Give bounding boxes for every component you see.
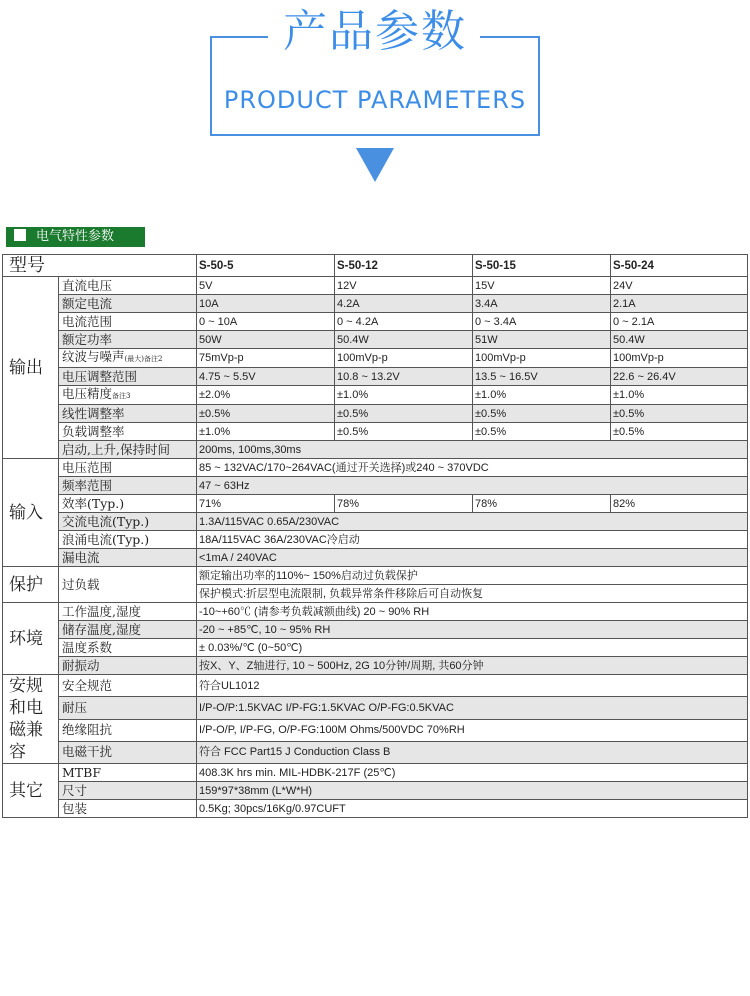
value-cell: 75mVp-p bbox=[197, 349, 335, 368]
table-row bbox=[3, 441, 748, 459]
value-cell: 10.8 ~ 13.2V bbox=[335, 368, 473, 386]
value-cell: 2.1A bbox=[611, 295, 748, 313]
value-cell: 82% bbox=[611, 495, 748, 513]
category-cell: 其它 bbox=[3, 764, 59, 818]
value-cell: 51W bbox=[473, 331, 611, 349]
item-label: 安全规范 bbox=[59, 675, 197, 697]
value-cell: 符合 FCC Part15 J Conduction Class B bbox=[197, 741, 748, 763]
value-cell: I/P-O/P, I/P-FG, O/P-FG:100M Ohms/500VDC 70%RH bbox=[197, 719, 748, 741]
value-cell: 24V bbox=[611, 277, 748, 295]
value-cell: ±0.5% bbox=[473, 405, 611, 423]
spec-body bbox=[3, 277, 748, 818]
item-label: 交流电流(Typ.) bbox=[59, 513, 197, 531]
value-cell: 50.4W bbox=[335, 331, 473, 349]
value-cell: 78% bbox=[473, 495, 611, 513]
spec-table bbox=[2, 254, 748, 818]
value-cell: 100mVp-p bbox=[473, 349, 611, 368]
table-row bbox=[3, 423, 748, 441]
table-row bbox=[3, 368, 748, 386]
item-label: 线性调整率 bbox=[59, 405, 197, 423]
value-cell: 4.75 ~ 5.5V bbox=[197, 368, 335, 386]
value-cell: 0 ~ 4.2A bbox=[335, 313, 473, 331]
table-row bbox=[3, 782, 748, 800]
table-row bbox=[3, 513, 748, 531]
table-row bbox=[3, 459, 748, 477]
square-icon bbox=[14, 229, 26, 241]
page-subtitle: PRODUCT PARAMETERS bbox=[223, 86, 527, 114]
category-cell: 环境 bbox=[3, 603, 59, 675]
item-label: 过负载 bbox=[59, 567, 197, 603]
item-label: 绝缘阻抗 bbox=[59, 719, 197, 741]
item-label: 包装 bbox=[59, 800, 197, 818]
value-cell: 12V bbox=[335, 277, 473, 295]
value-cell: 0.5Kg; 30pcs/16Kg/0.97CUFT bbox=[197, 800, 748, 818]
value-cell: ±2.0% bbox=[197, 386, 335, 405]
table-row bbox=[3, 531, 748, 549]
value-cell: ±0.5% bbox=[611, 423, 748, 441]
table-row bbox=[3, 277, 748, 295]
model-header: S-50-5 bbox=[197, 255, 335, 277]
category-cell: 输出 bbox=[3, 277, 59, 459]
value-cell: 78% bbox=[335, 495, 473, 513]
value-cell: ±0.5% bbox=[335, 405, 473, 423]
value-cell: 0 ~ 3.4A bbox=[473, 313, 611, 331]
table-row bbox=[3, 495, 748, 513]
model-header: S-50-24 bbox=[611, 255, 748, 277]
item-label: 频率范围 bbox=[59, 477, 197, 495]
model-header: S-50-15 bbox=[473, 255, 611, 277]
table-row bbox=[3, 477, 748, 495]
value-cell: 47 ~ 63Hz bbox=[197, 477, 748, 495]
value-cell: 85 ~ 132VAC/170~264VAC(通过开关选择)或240 ~ 370VDC bbox=[197, 459, 748, 477]
table-row bbox=[3, 295, 748, 313]
category-cell: 保护 bbox=[3, 567, 59, 603]
item-label: MTBF bbox=[59, 764, 197, 782]
value-cell: ±0.5% bbox=[335, 423, 473, 441]
value-cell: 50.4W bbox=[611, 331, 748, 349]
table-row bbox=[3, 603, 748, 621]
item-label: 纹波与噪声(最大)备注2 bbox=[59, 349, 197, 368]
category-cell: 安规和电磁兼容 bbox=[3, 675, 59, 764]
value-cell: 100mVp-p bbox=[335, 349, 473, 368]
item-label: 尺寸 bbox=[59, 782, 197, 800]
item-label: 电磁干扰 bbox=[59, 741, 197, 763]
item-label: 储存温度,湿度 bbox=[59, 621, 197, 639]
value-cell: 3.4A bbox=[473, 295, 611, 313]
item-label: 温度系数 bbox=[59, 639, 197, 657]
page-title: 产品参数 bbox=[283, 6, 467, 57]
model-header: S-50-12 bbox=[335, 255, 473, 277]
item-label: 电压调整范围 bbox=[59, 368, 197, 386]
item-label: 启动,上升,保持时间 bbox=[59, 441, 197, 459]
item-label: 浪涌电流(Typ.) bbox=[59, 531, 197, 549]
value-cell: 5V bbox=[197, 277, 335, 295]
table-row bbox=[3, 719, 748, 741]
value-cell: I/P-O/P:1.5KVAC I/P-FG:1.5KVAC O/P-FG:0.5KVAC bbox=[197, 697, 748, 719]
item-label: 效率(Typ.) bbox=[59, 495, 197, 513]
value-cell: 按X、Y、Z轴进行, 10 ~ 500Hz, 2G 10分钟/周期, 共60分钟 bbox=[197, 657, 748, 675]
value-cell: 保护模式:折层型电流限制, 负载异常条件移除后可自动恢复 bbox=[197, 585, 748, 603]
item-label: 额定电流 bbox=[59, 295, 197, 313]
value-cell: 159*97*38mm (L*W*H) bbox=[197, 782, 748, 800]
value-cell: 100mVp-p bbox=[611, 349, 748, 368]
table-row bbox=[3, 349, 748, 368]
item-label: 负载调整率 bbox=[59, 423, 197, 441]
table-row bbox=[3, 567, 748, 585]
value-cell: 1.3A/115VAC 0.65A/230VAC bbox=[197, 513, 748, 531]
table-row bbox=[3, 657, 748, 675]
table-row bbox=[3, 386, 748, 405]
item-label: 耐压 bbox=[59, 697, 197, 719]
value-cell: 50W bbox=[197, 331, 335, 349]
item-label: 漏电流 bbox=[59, 549, 197, 567]
value-cell: 15V bbox=[473, 277, 611, 295]
model-row bbox=[3, 255, 748, 277]
table-row bbox=[3, 800, 748, 818]
value-cell: 22.6 ~ 26.4V bbox=[611, 368, 748, 386]
item-label: 电流范围 bbox=[59, 313, 197, 331]
value-cell: 4.2A bbox=[335, 295, 473, 313]
value-cell: <1mA / 240VAC bbox=[197, 549, 748, 567]
item-label: 额定功率 bbox=[59, 331, 197, 349]
value-cell: ±1.0% bbox=[335, 386, 473, 405]
value-cell: -20 ~ +85℃, 10 ~ 95% RH bbox=[197, 621, 748, 639]
item-label: 电压精度备注3 bbox=[59, 386, 197, 405]
table-row bbox=[3, 549, 748, 567]
value-cell: -10~+60℃ (请参考负载减额曲线) 20 ~ 90% RH bbox=[197, 603, 748, 621]
item-label: 电压范围 bbox=[59, 459, 197, 477]
table-row bbox=[3, 697, 748, 719]
value-cell: 71% bbox=[197, 495, 335, 513]
value-cell: 408.3K hrs min. MIL-HDBK-217F (25℃) bbox=[197, 764, 748, 782]
table-row bbox=[3, 639, 748, 657]
table-row bbox=[3, 764, 748, 782]
value-cell: ±1.0% bbox=[473, 386, 611, 405]
value-cell: 200ms, 100ms,30ms bbox=[197, 441, 748, 459]
value-cell: ±1.0% bbox=[197, 423, 335, 441]
value-cell: ± 0.03%/℃ (0~50℃) bbox=[197, 639, 748, 657]
item-label: 直流电压 bbox=[59, 277, 197, 295]
item-label: 耐振动 bbox=[59, 657, 197, 675]
section-label: 电气特性参数 bbox=[6, 227, 145, 247]
value-cell: 0 ~ 2.1A bbox=[611, 313, 748, 331]
table-row bbox=[3, 313, 748, 331]
value-cell: ±0.5% bbox=[611, 405, 748, 423]
table-row bbox=[3, 741, 748, 763]
value-cell: ±0.5% bbox=[197, 405, 335, 423]
value-cell: 0 ~ 10A bbox=[197, 313, 335, 331]
table-row bbox=[3, 675, 748, 697]
value-cell: 13.5 ~ 16.5V bbox=[473, 368, 611, 386]
value-cell: ±0.5% bbox=[473, 423, 611, 441]
category-cell: 输入 bbox=[3, 459, 59, 567]
item-label: 工作温度,湿度 bbox=[59, 603, 197, 621]
value-cell: ±1.0% bbox=[611, 386, 748, 405]
value-cell: 18A/115VAC 36A/230VAC冷启动 bbox=[197, 531, 748, 549]
table-row bbox=[3, 405, 748, 423]
value-cell: 额定输出功率的110%~ 150%启动过负载保护 bbox=[197, 567, 748, 585]
value-cell: 10A bbox=[197, 295, 335, 313]
value-cell: 符合UL1012 bbox=[197, 675, 748, 697]
table-row bbox=[3, 331, 748, 349]
table-row bbox=[3, 621, 748, 639]
model-label: 型号 bbox=[3, 255, 197, 277]
down-arrow-icon bbox=[356, 148, 394, 182]
